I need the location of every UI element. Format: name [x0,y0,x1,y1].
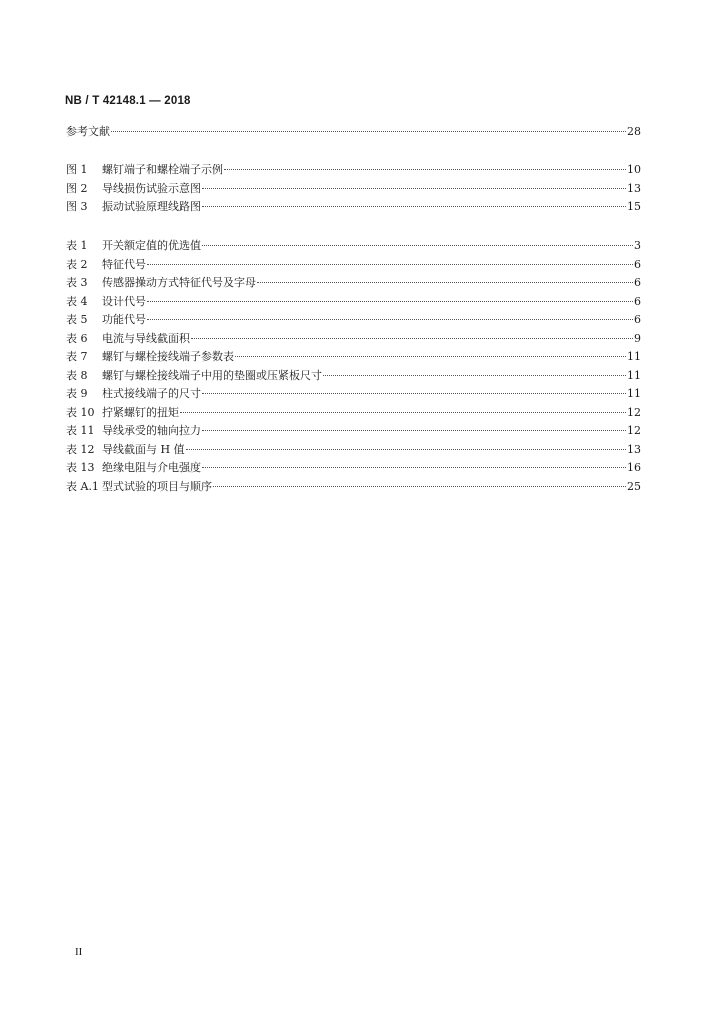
toc-entry-label: 表 8 [66,368,88,382]
toc-leader-dots [202,188,626,189]
toc-entry-title: 设计代号 [102,294,146,308]
toc-leader-dots [202,245,633,246]
toc-entry-title: 柱式接线端子的尺寸 [102,387,201,400]
toc-entry[interactable] [66,478,641,497]
toc-entry-title: 螺钉与螺栓接线端子中用的垫圈或压紧板尺寸 [102,368,322,382]
toc-entry-page: 9 [634,331,641,345]
toc-entry-title: 传感器操动方式特征代号及字母 [102,276,256,289]
toc-entry-label: 表 2 [66,257,88,271]
toc-entry[interactable] [66,422,641,441]
toc-entry-title: 导线承受的轴向拉力 [102,424,201,437]
toc-entry-title: 参考文献 [66,125,110,138]
toc-entry[interactable] [66,441,641,460]
toc-entry-label: 表 5 [66,313,88,326]
toc-leader-dots [202,393,626,394]
toc-tables [66,237,641,496]
toc-entry-title: 绝缘电阻与介电强度 [102,461,201,474]
toc-entry-page: 6 [634,313,641,326]
toc-entry-page: 11 [627,387,641,400]
toc-entry-page: 3 [634,239,641,252]
toc-entry-label: 表 3 [66,276,88,289]
toc-entry-page: 16 [627,461,641,474]
toc-entry-label: 表 7 [66,350,88,363]
toc-entry-label: 表 12 [66,442,95,456]
toc-entry-label: 图 1 [66,163,88,176]
toc-entry-page: 12 [627,424,641,437]
toc-entry[interactable] [66,330,641,349]
toc-leader-dots [147,264,633,265]
toc-entry-title: 导线截面与 H 值 [102,442,185,456]
toc-leader-dots [224,169,626,170]
toc-entry-page: 6 [634,276,641,289]
toc-entry[interactable] [66,404,641,423]
toc-entry[interactable] [66,180,641,199]
toc-entry-title: 拧紧螺钉的扭矩 [102,405,179,419]
page-number: II [75,946,83,958]
toc-entry[interactable] [66,123,641,142]
toc-entry-title: 螺钉与螺栓接线端子参数表 [102,350,234,363]
toc-entry-page: 13 [627,442,641,456]
toc-leader-dots [147,319,633,320]
toc-entry-title: 螺钉端子和螺栓端子示例 [102,163,223,176]
toc-entry-page: 28 [627,125,641,138]
toc-entry-page: 6 [634,257,641,271]
toc-entry-label: 表 1 [66,239,88,252]
toc-leader-dots [257,282,633,283]
toc-entry-title: 型式试验的项目与顺序 [102,479,212,493]
toc-figures [66,161,641,217]
toc-entry[interactable] [66,348,641,367]
toc-entry-page: 10 [627,163,641,176]
toc-entry-title: 振动试验原理线路图 [102,200,201,213]
toc-leader-dots [202,467,626,468]
toc-entry-label: 表 6 [66,331,88,345]
toc-leader-dots [147,301,633,302]
toc-leader-dots [186,449,626,450]
toc-entry[interactable] [66,367,641,386]
toc-leader-dots [202,430,626,431]
toc-entry-title: 功能代号 [102,313,146,326]
toc-entry[interactable] [66,293,641,312]
toc-entry-label: 表 11 [66,424,95,437]
toc-entry-title: 电流与导线截面积 [102,331,190,345]
standard-code-header: NB / T 42148.1 — 2018 [65,95,191,107]
toc-entry[interactable] [66,385,641,404]
toc-leader-dots [111,131,626,132]
toc-entry[interactable] [66,237,641,256]
toc-entry-page: 25 [627,479,641,493]
toc-entry[interactable] [66,274,641,293]
toc-leader-dots [180,412,626,413]
toc-entry-page: 11 [627,368,641,382]
toc-references [66,123,641,142]
toc-leader-dots [323,375,626,376]
toc-entry-label: 图 2 [66,181,88,195]
toc-entry[interactable] [66,459,641,478]
toc-entry-label: 表 13 [66,461,95,474]
toc-entry-page: 6 [634,294,641,308]
toc-entry-label: 表 10 [66,405,95,419]
toc-entry-page: 13 [627,181,641,195]
toc-entry-label: 表 4 [66,294,88,308]
toc-entry-title: 导线损伤试验示意图 [102,181,201,195]
toc-entry-page: 11 [627,350,641,363]
toc-leader-dots [191,338,633,339]
toc-leader-dots [202,206,626,207]
toc-entry-title: 开关额定值的优选值 [102,239,201,252]
toc-entry[interactable] [66,198,641,217]
toc-entry-label: 表 9 [66,387,88,400]
toc-leader-dots [213,486,626,487]
toc-entry-title: 特征代号 [102,257,146,271]
toc-entry[interactable] [66,256,641,275]
toc-entry[interactable] [66,161,641,180]
toc-entry-label: 图 3 [66,200,88,213]
toc-entry-label: 表 A.1 [66,479,99,493]
toc-entry-page: 15 [627,200,641,213]
toc-entry-page: 12 [627,405,641,419]
toc-leader-dots [235,356,626,357]
toc-entry[interactable] [66,311,641,330]
